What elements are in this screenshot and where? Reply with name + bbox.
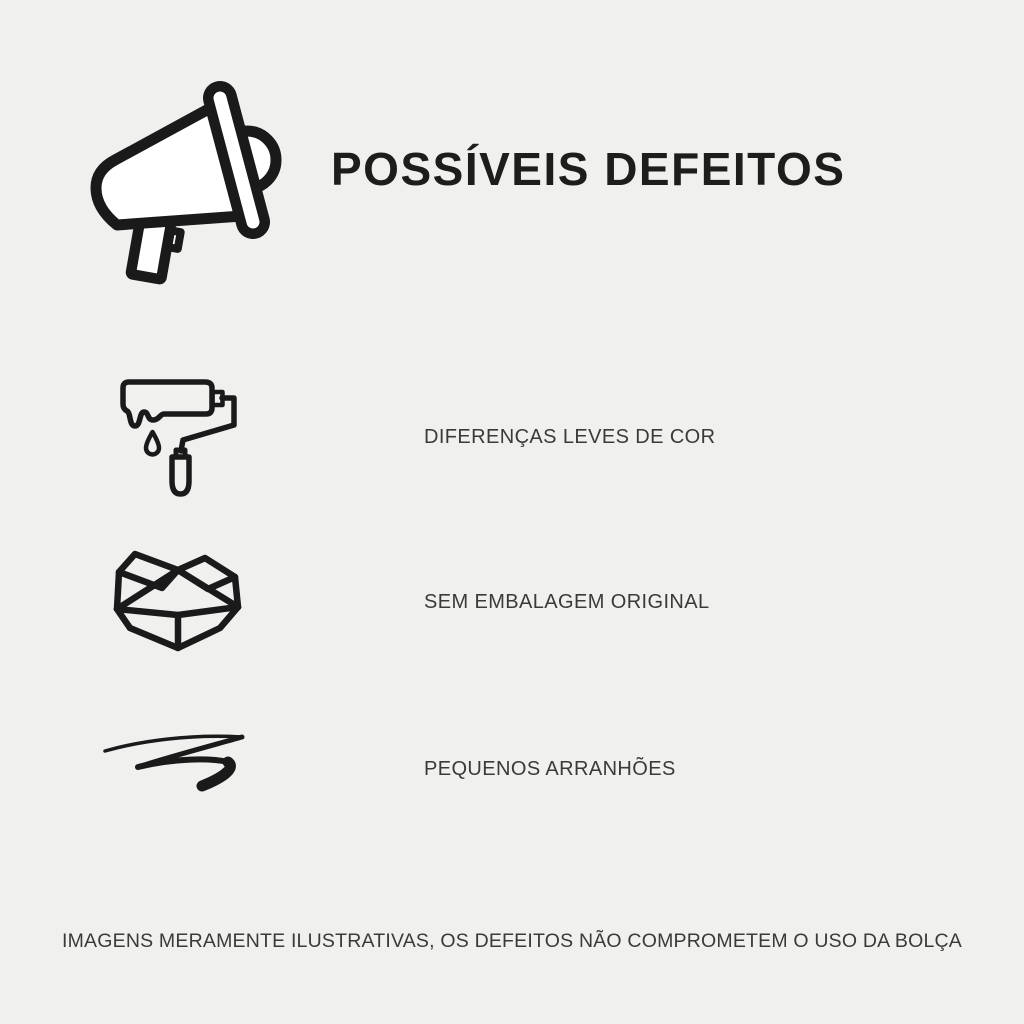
defect-label-no-packaging: SEM EMBALAGEM ORIGINAL [424, 591, 710, 613]
footer-disclaimer: IMAGENS MERAMENTE ILUSTRATIVAS, OS DEFEITOS NÃO COMPROMETEM O USO DA BOLÇA [61, 930, 962, 952]
megaphone-icon [90, 75, 290, 285]
paint-roller-icon [100, 360, 250, 500]
page-title: POSSÍVEIS DEFEITOS [331, 143, 846, 195]
defect-label-small-scratches: PEQUENOS ARRANHÕES [424, 758, 676, 780]
scratches-icon [95, 710, 255, 800]
defect-label-color-difference: DIFERENÇAS LEVES DE COR [424, 426, 716, 448]
open-box-icon [100, 540, 255, 665]
